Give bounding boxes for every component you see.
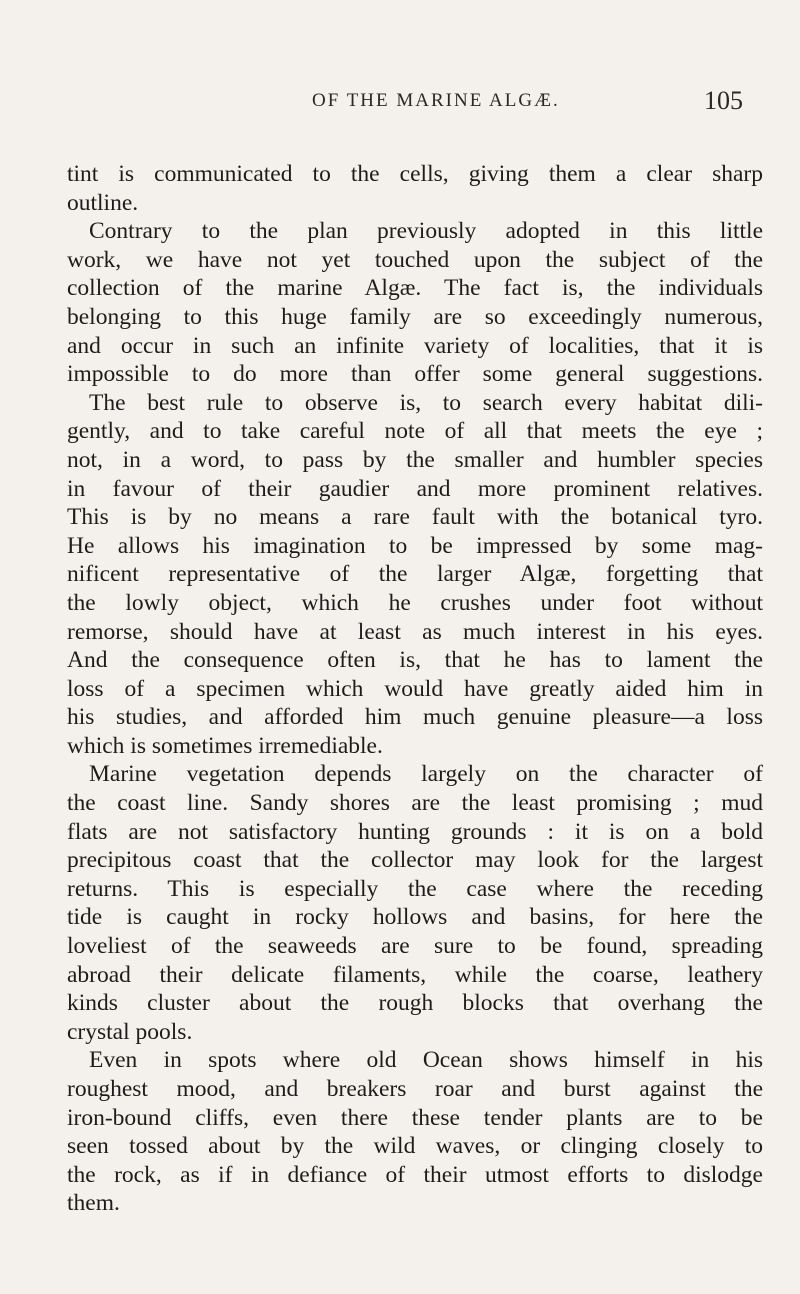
text-line: collection of the marine Algæ. The fact is, the individuals (67, 275, 763, 302)
text-line: his studies, and afforded him much genuine pleasure—a loss (67, 704, 763, 731)
text-line: abroad their delicate filaments, while the coarse, leathery (67, 961, 763, 988)
text-line: and occur in such an infinite variety of localities, that it is (67, 332, 763, 359)
text-line: Contrary to the plan previously adopted in this little (89, 218, 763, 245)
text-line: belonging to this huge family are so exceedingly numerous, (67, 303, 763, 330)
text-line: He allows his imagination to be impressed by some mag- (67, 532, 763, 559)
text-line: the rock, as if in defiance of their utmost efforts to dislodge (67, 1161, 763, 1188)
text-line: Marine vegetation depends largely on the character of (89, 761, 763, 788)
page-number: 105 (704, 86, 743, 115)
text-line: kinds cluster about the rough blocks that overhang the (67, 990, 763, 1017)
text-line: not, in a word, to pass by the smaller and humbler species (67, 446, 763, 473)
text-line: roughest mood, and breakers roar and burst against the (67, 1076, 763, 1102)
text-line: which is sometimes irremediable. (67, 732, 383, 759)
text-line: The best rule to observe is, to search every habitat dili- (89, 389, 763, 416)
text-line: the coast line. Sandy shores are the least promising ; mud (67, 790, 763, 817)
body-text (67, 160, 763, 1218)
text-line: This is by no means a rare fault with the botanical tyro. (67, 504, 763, 531)
text-line: tint is communicated to the cells, giving them a clear sharp (67, 161, 763, 187)
text-line: work, we have not yet touched upon the subject of the (67, 246, 763, 273)
text-line: nificent representative of the larger Algæ, forgetting that (67, 561, 763, 588)
text-line: remorse, should have at least as much interest in his eyes. (67, 618, 763, 645)
text-line: flats are not satisfactory hunting grounds : it is on a bold (67, 818, 763, 845)
text-line: the lowly object, which he crushes under foot without (67, 589, 763, 616)
text-line: impossible to do more than offer some general suggestions. (67, 361, 763, 388)
text-line: iron-bound cliffs, even there these tender plants are to be (67, 1104, 763, 1131)
text-line: returns. This is especially the case where the receding (67, 875, 763, 902)
text-line: loveliest of the seaweeds are sure to be found, spreading (67, 933, 763, 960)
text-line: crystal pools. (67, 1018, 193, 1045)
text-line: loss of a specimen which would have greatly aided him in (67, 675, 763, 702)
text-line: And the consequence often is, that he has to lament the (67, 647, 763, 674)
text-line: in favour of their gaudier and more prominent relatives. (67, 475, 763, 502)
running-head (0, 86, 800, 116)
text-line: seen tossed about by the wild waves, or clinging closely to (67, 1133, 763, 1160)
text-line: precipitous coast that the collector may look for the largest (67, 847, 763, 874)
text-line: them. (67, 1190, 120, 1217)
text-line: outline. (67, 189, 139, 216)
text-line: Even in spots where old Ocean shows himself in his (89, 1047, 763, 1074)
text-line: tide is caught in rocky hollows and basins, for here the (67, 904, 763, 931)
text-line: gently, and to take careful note of all that meets the eye ; (67, 418, 763, 445)
running-title: OF THE MARINE ALGÆ. (312, 90, 560, 111)
